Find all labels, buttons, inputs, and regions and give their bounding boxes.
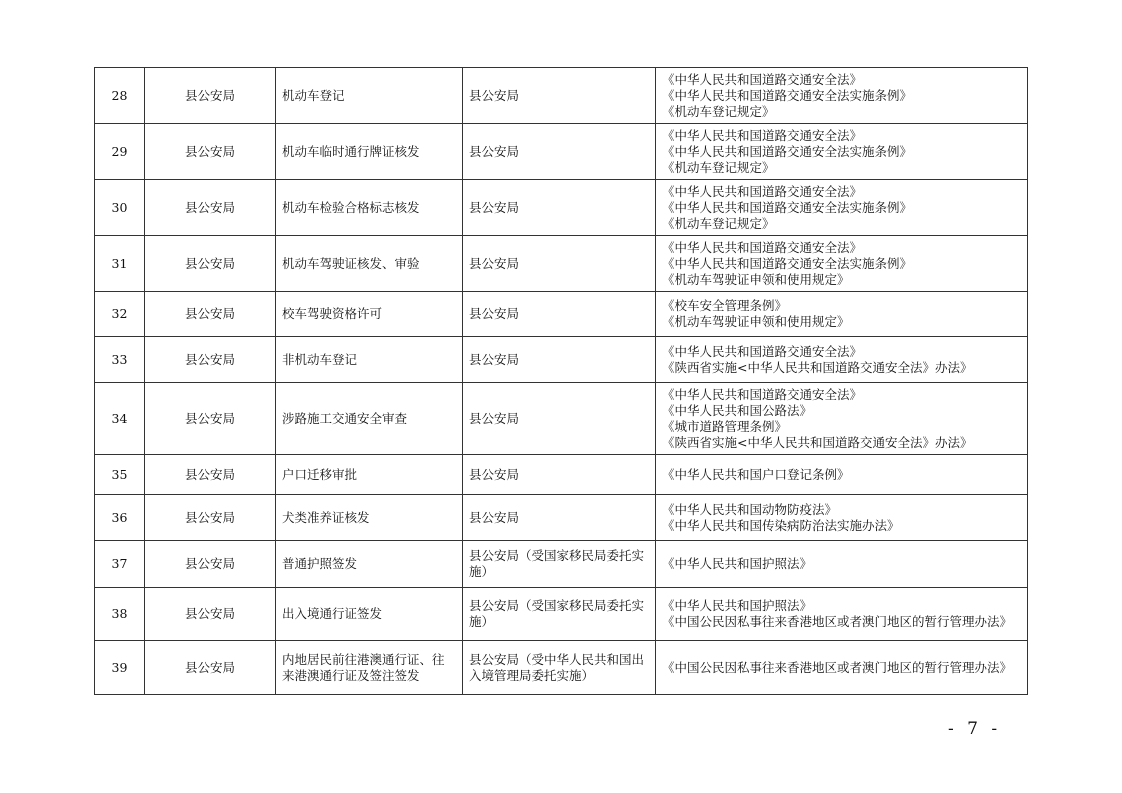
table-row <box>95 68 1028 124</box>
legal-basis-line: 《中华人民共和国护照法》 <box>662 598 813 613</box>
legal-basis-cell <box>656 180 1028 236</box>
implementing-agency-cell: 县公安局 <box>463 68 656 124</box>
legal-basis-cell <box>656 641 1028 695</box>
implementing-agency-cell: 县公安局（受中华人民共和国出入境管理局委托实施） <box>463 641 656 695</box>
implementing-agency-cell: 县公安局 <box>463 124 656 180</box>
legal-basis-line: 《中华人民共和国护照法》 <box>662 556 813 571</box>
table-row <box>95 180 1028 236</box>
permit-item-cell: 机动车临时通行牌证核发 <box>276 124 463 180</box>
department-cell: 县公安局 <box>145 292 276 337</box>
row-number-cell: 29 <box>95 124 145 180</box>
department-cell: 县公安局 <box>145 455 276 495</box>
department-cell: 县公安局 <box>145 337 276 383</box>
department-cell: 县公安局 <box>145 124 276 180</box>
legal-basis-line: 《中华人民共和国户口登记条例》 <box>662 466 850 482</box>
row-number-cell: 33 <box>95 337 145 383</box>
permit-item-cell: 出入境通行证签发 <box>276 588 463 641</box>
legal-basis-line: 《机动车登记规定》 <box>662 159 775 175</box>
implementing-agency-cell: 县公安局 <box>463 236 656 292</box>
legal-basis-line: 《机动车驾驶证申领和使用规定》 <box>662 314 850 329</box>
permit-item-cell: 机动车驾驶证核发、审验 <box>276 236 463 292</box>
legal-basis-cell <box>656 292 1028 337</box>
legal-basis-line: 《中国公民因私事往来香港地区或者澳门地区的暂行管理办法》 <box>662 614 1013 629</box>
implementing-agency-cell: 县公安局 <box>463 337 656 383</box>
legal-basis-cell <box>656 124 1028 180</box>
row-number-cell: 37 <box>95 541 145 588</box>
legal-basis-line: 《机动车登记规定》 <box>662 103 775 119</box>
permit-table <box>94 67 1028 695</box>
department-cell: 县公安局 <box>145 495 276 541</box>
table-row <box>95 292 1028 337</box>
row-number-cell: 31 <box>95 236 145 292</box>
permit-item-cell: 户口迁移审批 <box>276 455 463 495</box>
permit-table-body <box>95 68 1028 695</box>
permit-item-cell: 内地居民前往港澳通行证、往来港澳通行证及签注签发 <box>276 641 463 695</box>
legal-basis-cell <box>656 337 1028 383</box>
legal-basis-cell <box>656 541 1028 588</box>
department-cell: 县公安局 <box>145 68 276 124</box>
implementing-agency-cell: 县公安局 <box>463 292 656 337</box>
implementing-agency-cell: 县公安局 <box>463 383 656 455</box>
implementing-agency-cell: 县公安局（受国家移民局委托实施） <box>463 541 656 588</box>
legal-basis-line: 《陕西省实施<中华人民共和国道路交通安全法》办法》 <box>662 359 973 375</box>
department-cell: 县公安局 <box>145 180 276 236</box>
permit-item-cell: 校车驾驶资格许可 <box>276 292 463 337</box>
row-number-cell: 36 <box>95 495 145 541</box>
legal-basis-line: 《机动车登记规定》 <box>662 215 775 231</box>
legal-basis-line: 《陕西省实施<中华人民共和国道路交通安全法》办法》 <box>662 434 973 450</box>
legal-basis-line: 《校车安全管理条例》 <box>662 298 788 313</box>
table-row <box>95 588 1028 641</box>
legal-basis-line: 《中华人民共和国道路交通安全法》 <box>662 386 863 402</box>
legal-basis-cell <box>656 68 1028 124</box>
legal-basis-line: 《中华人民共和国道路交通安全法实施条例》 <box>662 199 913 215</box>
legal-basis-line: 《中华人民共和国道路交通安全法》 <box>662 127 863 143</box>
implementing-agency-cell: 县公安局（受国家移民局委托实施） <box>463 588 656 641</box>
table-row <box>95 236 1028 292</box>
implementing-agency-cell: 县公安局 <box>463 180 656 236</box>
permit-item-cell: 机动车登记 <box>276 68 463 124</box>
permit-table-sheet <box>94 67 1027 695</box>
implementing-agency-cell: 县公安局 <box>463 455 656 495</box>
legal-basis-cell <box>656 495 1028 541</box>
legal-basis-line: 《城市道路管理条例》 <box>662 418 788 434</box>
legal-basis-line: 《中华人民共和国传染病防治法实施办法》 <box>662 517 900 533</box>
implementing-agency-cell: 县公安局 <box>463 495 656 541</box>
page-number: - 7 - <box>948 719 1002 739</box>
table-row <box>95 124 1028 180</box>
legal-basis-line: 《中华人民共和国道路交通安全法实施条例》 <box>662 255 913 271</box>
legal-basis-line: 《中华人民共和国道路交通安全法实施条例》 <box>662 87 913 103</box>
row-number-cell: 32 <box>95 292 145 337</box>
row-number-cell: 35 <box>95 455 145 495</box>
permit-item-cell: 普通护照签发 <box>276 541 463 588</box>
department-cell: 县公安局 <box>145 541 276 588</box>
permit-item-cell: 非机动车登记 <box>276 337 463 383</box>
row-number-cell: 34 <box>95 383 145 455</box>
table-row <box>95 383 1028 455</box>
table-row <box>95 541 1028 588</box>
legal-basis-cell <box>656 455 1028 495</box>
table-row <box>95 337 1028 383</box>
legal-basis-cell <box>656 588 1028 641</box>
permit-item-cell: 犬类准养证核发 <box>276 495 463 541</box>
legal-basis-cell <box>656 383 1028 455</box>
legal-basis-line: 《中华人民共和国道路交通安全法》 <box>662 343 863 359</box>
permit-item-cell: 机动车检验合格标志核发 <box>276 180 463 236</box>
department-cell: 县公安局 <box>145 236 276 292</box>
legal-basis-line: 《中国公民因私事往来香港地区或者澳门地区的暂行管理办法》 <box>662 659 1013 675</box>
table-row <box>95 641 1028 695</box>
legal-basis-line: 《机动车驾驶证申领和使用规定》 <box>662 271 850 287</box>
legal-basis-line: 《中华人民共和国道路交通安全法》 <box>662 183 863 199</box>
row-number-cell: 30 <box>95 180 145 236</box>
row-number-cell: 28 <box>95 68 145 124</box>
department-cell: 县公安局 <box>145 588 276 641</box>
row-number-cell: 39 <box>95 641 145 695</box>
legal-basis-line: 《中华人民共和国动物防疫法》 <box>662 501 838 517</box>
table-row <box>95 455 1028 495</box>
legal-basis-line: 《中华人民共和国道路交通安全法》 <box>662 71 863 87</box>
legal-basis-line: 《中华人民共和国道路交通安全法》 <box>662 239 863 255</box>
row-number-cell: 38 <box>95 588 145 641</box>
legal-basis-line: 《中华人民共和国公路法》 <box>662 402 813 418</box>
legal-basis-cell <box>656 236 1028 292</box>
legal-basis-line: 《中华人民共和国道路交通安全法实施条例》 <box>662 143 913 159</box>
permit-item-cell: 涉路施工交通安全审查 <box>276 383 463 455</box>
department-cell: 县公安局 <box>145 383 276 455</box>
department-cell: 县公安局 <box>145 641 276 695</box>
table-row <box>95 495 1028 541</box>
